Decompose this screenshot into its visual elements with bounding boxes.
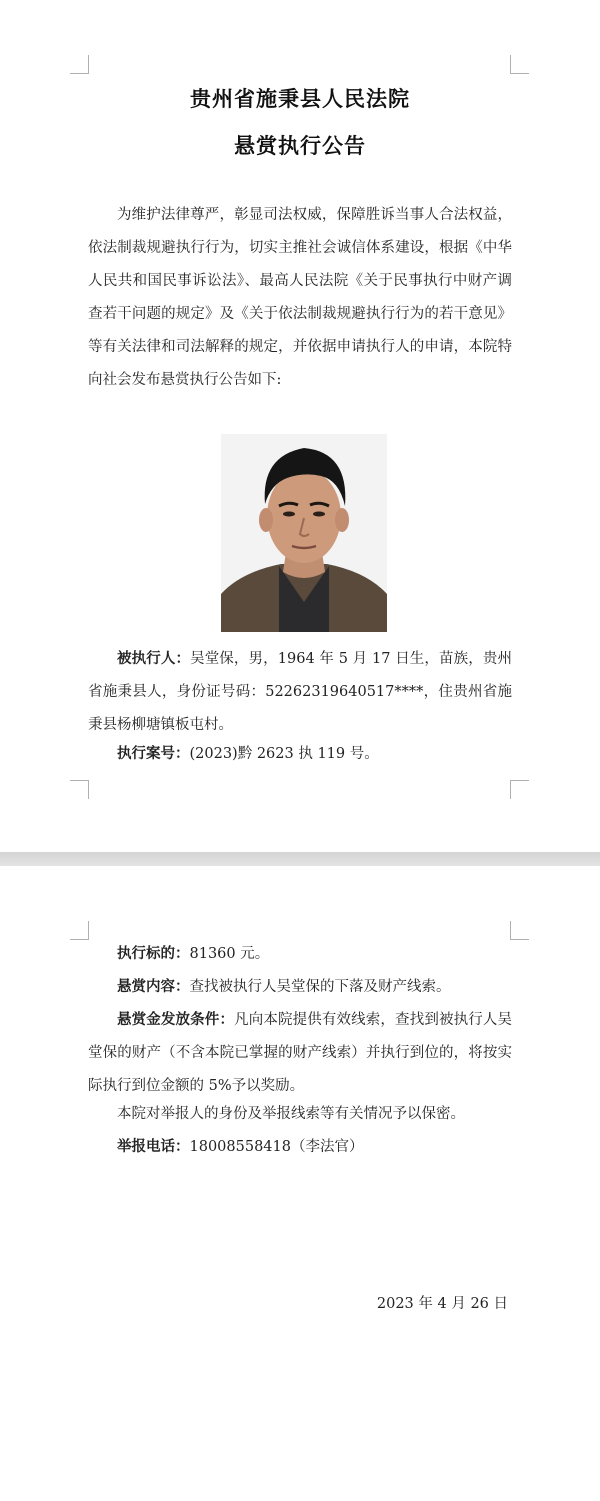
crop-mark-top-right — [510, 55, 529, 74]
court-name: 贵州省施秉县人民法院 — [190, 86, 410, 111]
portrait-image — [221, 434, 387, 632]
reward-condition-label: 悬赏金发放条件： — [117, 1011, 235, 1028]
case-number-line — [88, 737, 512, 771]
subject-paragraph — [88, 642, 512, 742]
notice-title: 悬赏执行公告 — [234, 133, 366, 158]
crop-mark-top-right — [510, 921, 529, 940]
subject-text: 吴堂保，男，1964 年 5 月 17 日生，苗族，贵州省施秉县人，身份证号码：52262319640517****，住贵州省施秉县杨柳塘镇板屯村。 — [88, 651, 512, 733]
confidential-line: 本院对举报人的身份及举报线索等有关情况予以保密。 — [117, 1106, 465, 1122]
target-line — [88, 937, 512, 971]
case-text: (2023)黔 2623 执 119 号。 — [189, 746, 379, 762]
case-label: 执行案号： — [117, 745, 190, 762]
hotline-label: 举报电话： — [117, 1138, 190, 1155]
page-separator — [0, 852, 600, 866]
intro-paragraph: 为维护法律尊严，彰显司法权威，保障胜诉当事人合法权益，依法制裁规避执行行为，切实主推社会诚信体系建设，根据《中华人民共和国民事诉讼法》、最高人民法院《关于民事执行中财产调查若干问题的规定》及《关于依法制裁规避执行行为的若干意见》等有关法律和司法解释的规定，并依据申请执行人的申请，本院特向社会发布悬赏执行公告如下: — [88, 207, 512, 388]
crop-mark-top-left — [70, 55, 89, 74]
reward-condition-paragraph — [88, 1003, 512, 1103]
crop-mark-top-left — [70, 921, 89, 940]
crop-mark-bottom-right — [510, 780, 529, 799]
subject-photo — [221, 434, 387, 632]
hotline-text: 18008558418（李法官） — [189, 1139, 364, 1155]
notice-date: 2023 年 4 月 26 日 — [376, 1296, 508, 1312]
target-text: 81360 元。 — [189, 946, 270, 962]
crop-mark-bottom-left — [70, 780, 89, 799]
reward-content-line — [88, 970, 512, 1004]
reward-content-text: 查找被执行人吴堂保的下落及财产线索。 — [189, 979, 451, 995]
reward-condition-text: 凡向本院提供有效线索，查找到被执行人吴堂保的财产（不含本院已掌握的财产线索）并执行到位的，将按实际执行到位金额的 5%予以奖励。 — [88, 1012, 512, 1094]
hotline-line — [88, 1130, 512, 1164]
reward-content-label: 悬赏内容： — [117, 978, 190, 995]
target-label: 执行标的： — [117, 945, 190, 962]
subject-label: 被执行人： — [117, 650, 191, 667]
